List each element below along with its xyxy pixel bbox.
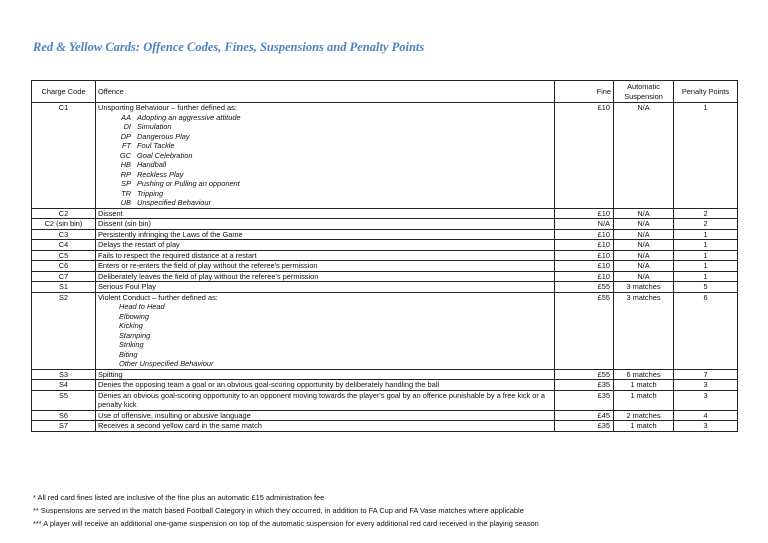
charge-code-cell: C2 bbox=[32, 208, 96, 219]
suspension-cell: 6 matches bbox=[614, 369, 674, 380]
offence-cell bbox=[96, 250, 555, 261]
penalty-points-cell: 3 bbox=[674, 421, 738, 432]
offence-text: Fails to respect the required distance at a restart bbox=[98, 250, 257, 260]
charge-code-cell: S2 bbox=[32, 292, 96, 369]
header-offence: Offence bbox=[96, 81, 555, 103]
suspension-cell: N/A bbox=[614, 271, 674, 282]
table-row bbox=[32, 421, 738, 432]
sub-offence-label: Other Unspecified Behaviour bbox=[119, 359, 214, 368]
offence-text: Enters or re-enters the field of play without the referee's permission bbox=[98, 261, 318, 270]
table-row bbox=[32, 410, 738, 421]
sub-offence-code: AA bbox=[121, 112, 131, 122]
sub-offence-label: Dangerous Play bbox=[137, 131, 190, 141]
fine-cell: £10 bbox=[555, 103, 614, 209]
offence-text: Denies an obvious goal-scoring opportunity to an opponent moving towards the player's goal by an offence punishable by a free kick or a penalty kick bbox=[98, 390, 546, 409]
penalty-points-cell: 1 bbox=[674, 229, 738, 240]
footnotes bbox=[33, 491, 539, 530]
fine-cell: N/A bbox=[555, 219, 614, 230]
sub-offence bbox=[98, 132, 552, 142]
suspension-cell: 1 match bbox=[614, 421, 674, 432]
sub-offence bbox=[98, 179, 552, 189]
sub-offence-label: Simulation bbox=[137, 122, 172, 131]
offence-text: Serious Foul Play bbox=[98, 282, 156, 291]
sub-offence-code: FT bbox=[121, 141, 131, 150]
suspension-cell: N/A bbox=[614, 208, 674, 219]
sub-offence-label: Adopting an aggressive attitude bbox=[137, 112, 241, 122]
footnote-1: * All red card fines listed are inclusive of the fine plus an automatic £15 administration fee bbox=[33, 493, 325, 502]
sub-offence-code: GC bbox=[119, 150, 131, 160]
sub-offence bbox=[98, 141, 552, 151]
sub-offence-code: HB bbox=[120, 160, 131, 169]
penalty-points-cell: 6 bbox=[674, 292, 738, 369]
sub-offence-label: Kicking bbox=[119, 321, 143, 330]
suspension-cell: 3 matches bbox=[614, 282, 674, 293]
table-row bbox=[32, 229, 738, 240]
fine-cell: £10 bbox=[555, 250, 614, 261]
table-row bbox=[32, 380, 738, 391]
offence-cell bbox=[96, 229, 555, 240]
suspension-cell: N/A bbox=[614, 219, 674, 230]
header-charge-code: Charge Code bbox=[32, 81, 96, 103]
offence-text: Delays the restart of play bbox=[98, 240, 180, 249]
sub-offence-label: Elbowing bbox=[119, 311, 149, 321]
charge-code-cell: C4 bbox=[32, 240, 96, 251]
sub-offence bbox=[98, 122, 552, 132]
offence-cell bbox=[96, 410, 555, 421]
penalty-points-cell: 5 bbox=[674, 282, 738, 293]
header-automatic-suspension: Automatic Suspension bbox=[614, 81, 674, 103]
sub-offence-code: DP bbox=[120, 131, 131, 141]
table-row bbox=[32, 261, 738, 272]
penalty-points-cell: 1 bbox=[674, 250, 738, 261]
penalty-points-cell: 2 bbox=[674, 219, 738, 230]
fine-cell: £35 bbox=[555, 421, 614, 432]
penalty-points-cell: 7 bbox=[674, 369, 738, 380]
offence-cell bbox=[96, 271, 555, 282]
fine-cell: £35 bbox=[555, 380, 614, 391]
offence-cell bbox=[96, 282, 555, 293]
sub-offence bbox=[98, 151, 552, 161]
offence-cell bbox=[96, 208, 555, 219]
suspension-cell: 2 matches bbox=[614, 410, 674, 421]
penalty-points-cell: 1 bbox=[674, 261, 738, 272]
sub-offence bbox=[98, 170, 552, 180]
footnote-3: *** A player will receive an additional one-game suspension on top of the automatic suspension for every additional red card received in the playing season bbox=[33, 519, 539, 528]
offence-text: Persistently infringing the Laws of the Game bbox=[98, 229, 243, 239]
table-row bbox=[32, 103, 738, 209]
fine-cell: £10 bbox=[555, 208, 614, 219]
offence-cell bbox=[96, 380, 555, 391]
offence-text: Receives a second yellow card in the same match bbox=[98, 421, 262, 430]
fine-cell: £10 bbox=[555, 271, 614, 282]
sub-offence-label: Foul Tackle bbox=[137, 141, 175, 150]
footnote-2: ** Suspensions are served in the match based Football Category in which they occurred, in addition to FA Cup and FA Vase matches where applicable bbox=[33, 506, 524, 515]
sub-offence-label: Biting bbox=[119, 349, 138, 359]
offence-table bbox=[31, 80, 738, 432]
charge-code-cell: C7 bbox=[32, 271, 96, 282]
header-fine: Fine bbox=[555, 81, 614, 103]
suspension-cell: 1 match bbox=[614, 380, 674, 391]
sub-offence-label: Pushing or Pulling an opponent bbox=[137, 179, 240, 188]
header-penalty-points: Penalty Points bbox=[674, 81, 738, 103]
page-title: Red & Yellow Cards: Offence Codes, Fines, Suspensions and Penalty Points bbox=[33, 40, 425, 54]
suspension-cell: N/A bbox=[614, 261, 674, 272]
sub-offence-label: Head to Head bbox=[119, 302, 165, 311]
fine-cell: £55 bbox=[555, 282, 614, 293]
table-row bbox=[32, 271, 738, 282]
charge-code-cell: C2 (sin bin) bbox=[32, 219, 96, 230]
fine-cell: £45 bbox=[555, 410, 614, 421]
suspension-cell: N/A bbox=[614, 229, 674, 240]
offence-text: Dissent bbox=[98, 208, 123, 218]
sub-offence bbox=[98, 160, 552, 170]
sub-offence bbox=[98, 113, 552, 123]
offence-text: Spitting bbox=[98, 369, 123, 379]
offence-cell bbox=[96, 103, 555, 209]
offence-text: Use of offensive, insulting or abusive language bbox=[98, 410, 251, 420]
charge-code-cell: S3 bbox=[32, 369, 96, 380]
table-row bbox=[32, 390, 738, 410]
charge-code-cell: S4 bbox=[32, 380, 96, 391]
table-row bbox=[32, 208, 738, 219]
offence-text: Denies the opposing team a goal or an obvious goal-scoring opportunity by deliberately handling the ball bbox=[98, 380, 440, 389]
suspension-cell: 3 matches bbox=[614, 292, 674, 369]
charge-code-cell: S6 bbox=[32, 410, 96, 421]
table-body bbox=[32, 103, 738, 432]
penalty-points-cell: 1 bbox=[674, 271, 738, 282]
sub-offence-label: Handball bbox=[137, 160, 167, 169]
suspension-cell: 1 match bbox=[614, 390, 674, 410]
table-row bbox=[32, 369, 738, 380]
penalty-points-cell: 3 bbox=[674, 390, 738, 410]
penalty-points-cell: 2 bbox=[674, 208, 738, 219]
sub-offence-label: Unspecified Behaviour bbox=[137, 198, 211, 207]
sub-offence-code: TR bbox=[121, 188, 131, 198]
sub-offence-label: Tripping bbox=[137, 188, 164, 198]
charge-code-cell: C1 bbox=[32, 103, 96, 209]
fine-cell: £10 bbox=[555, 229, 614, 240]
sub-offence-label: Stamping bbox=[119, 330, 151, 340]
fine-cell: £35 bbox=[555, 390, 614, 410]
sub-offence-code: DI bbox=[123, 122, 131, 131]
sub-offence-code: RP bbox=[120, 169, 131, 179]
charge-code-cell: C6 bbox=[32, 261, 96, 272]
charge-code-cell: S5 bbox=[32, 390, 96, 410]
fine-cell: £55 bbox=[555, 369, 614, 380]
offence-text: Dissent (sin bin) bbox=[98, 219, 151, 228]
fine-cell: £10 bbox=[555, 261, 614, 272]
sub-offence bbox=[98, 189, 552, 199]
table-row bbox=[32, 219, 738, 230]
charge-code-cell: S7 bbox=[32, 421, 96, 432]
offence-text: Deliberately leaves the field of play without the referee's permission bbox=[98, 271, 319, 281]
table-row bbox=[32, 240, 738, 251]
sub-offence-label: Reckless Play bbox=[137, 169, 184, 179]
table-row bbox=[32, 292, 738, 369]
suspension-cell: N/A bbox=[614, 250, 674, 261]
table-row bbox=[32, 250, 738, 261]
offence-cell bbox=[96, 390, 555, 410]
suspension-cell: N/A bbox=[614, 240, 674, 251]
offence-text: Unsporting Behaviour – further defined as: bbox=[98, 103, 237, 112]
offence-cell bbox=[96, 261, 555, 272]
sub-offence bbox=[98, 198, 552, 208]
table-row bbox=[32, 282, 738, 293]
fine-cell: £55 bbox=[555, 292, 614, 369]
penalty-points-cell: 1 bbox=[674, 240, 738, 251]
offence-cell bbox=[96, 369, 555, 380]
sub-offence-label: Striking bbox=[119, 340, 144, 349]
table-header-row bbox=[32, 81, 738, 103]
penalty-points-cell: 1 bbox=[674, 103, 738, 209]
offence-cell bbox=[96, 292, 555, 369]
offence-cell bbox=[96, 240, 555, 251]
penalty-points-cell: 4 bbox=[674, 410, 738, 421]
sub-offence-code: UB bbox=[120, 198, 131, 207]
offence-cell bbox=[96, 421, 555, 432]
sub-offence-label: Goal Celebration bbox=[137, 150, 193, 160]
sub-offence-code: SP bbox=[121, 179, 131, 188]
offence-cell bbox=[96, 219, 555, 230]
fine-cell: £10 bbox=[555, 240, 614, 251]
suspension-cell: N/A bbox=[614, 103, 674, 209]
charge-code-cell: C3 bbox=[32, 229, 96, 240]
charge-code-cell: C5 bbox=[32, 250, 96, 261]
penalty-points-cell: 3 bbox=[674, 380, 738, 391]
offence-text: Violent Conduct – further defined as: bbox=[98, 292, 218, 302]
charge-code-cell: S1 bbox=[32, 282, 96, 293]
